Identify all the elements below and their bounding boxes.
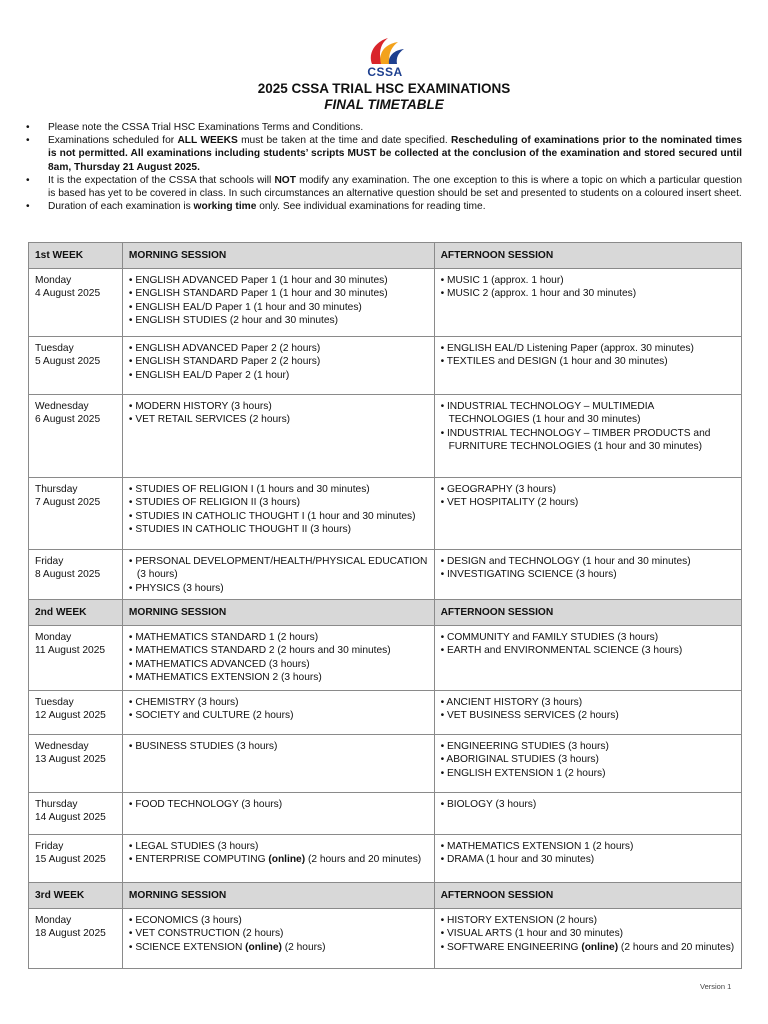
exam-text: ENGLISH EAL/D Listening Paper (approx. 30 minutes) bbox=[446, 343, 694, 354]
afternoon-exam bbox=[441, 914, 735, 927]
bullet-icon: • bbox=[128, 645, 136, 657]
bullet-icon: • bbox=[440, 484, 447, 495]
afternoon-cell bbox=[434, 793, 741, 835]
page-subtitle: FINAL TIMETABLE bbox=[324, 97, 444, 112]
exam-text: BIOLOGY (3 hours) bbox=[446, 799, 537, 810]
afternoon-exam bbox=[441, 287, 735, 300]
bullet-icon: • bbox=[128, 275, 136, 286]
exam-text: ENGLISH ADVANCED Paper 1 (1 hour and 30 minutes) bbox=[135, 275, 388, 286]
day-row bbox=[29, 835, 742, 883]
bullet-icon: • bbox=[440, 928, 447, 940]
exam-text: LEGAL STUDIES (3 hours) bbox=[135, 841, 259, 852]
morning-cell bbox=[122, 337, 434, 395]
bullet-icon: • bbox=[440, 710, 447, 722]
exam-text: VET BUSINESS SERVICES (2 hours) bbox=[446, 710, 619, 722]
page-title: 2025 CSSA TRIAL HSC EXAMINATIONS bbox=[257, 81, 511, 96]
day-cell bbox=[29, 395, 123, 478]
bullet-icon: • bbox=[440, 754, 447, 766]
note-text: modify any examination. The one exception to this is where a topic on which a particular question is based has yet to be covered in class. In such circumstances an alternative question should be set and presented to students on a coloured insert sheet. bbox=[48, 174, 742, 200]
bullet-icon: • bbox=[128, 941, 136, 953]
bullet-icon: • bbox=[440, 356, 447, 368]
afternoon-exam bbox=[441, 941, 735, 954]
exam-text: STUDIES IN CATHOLIC THOUGHT I (1 hour and 30 minutes) bbox=[135, 510, 416, 522]
bullet-icon: • bbox=[128, 301, 136, 313]
day-name: Friday bbox=[35, 556, 64, 567]
day-name: Tuesday bbox=[35, 697, 74, 708]
morning-exam bbox=[129, 709, 428, 722]
logo-text: CSSA bbox=[367, 65, 403, 79]
bullet-icon: • bbox=[128, 710, 136, 722]
note-text: Examinations scheduled for bbox=[48, 135, 178, 147]
day-name: Wednesday bbox=[35, 401, 89, 412]
bullet-icon: • bbox=[440, 799, 447, 810]
day-cell bbox=[29, 835, 123, 883]
exam-text: ANCIENT HISTORY (3 hours) bbox=[446, 697, 583, 708]
afternoon-cell bbox=[434, 337, 741, 395]
exam-text: (online) bbox=[268, 854, 306, 866]
morning-exam bbox=[129, 287, 428, 300]
exam-text: MATHEMATICS EXTENSION 2 (3 hours) bbox=[135, 671, 322, 683]
exam-text: MUSIC 1 (approx. 1 hour) bbox=[446, 275, 564, 286]
bullet-icon: • bbox=[128, 799, 136, 810]
day-date: 13 August 2025 bbox=[35, 754, 106, 766]
note-text: working time bbox=[193, 201, 257, 213]
exam-text: BUSINESS STUDIES (3 hours) bbox=[135, 741, 278, 752]
bullet-icon: • bbox=[26, 122, 30, 133]
exam-text: PERSONAL DEVELOPMENT/HEALTH/PHYSICAL EDUCATION (3 hours) bbox=[135, 556, 428, 581]
exam-text: INDUSTRIAL TECHNOLOGY – TIMBER PRODUCTS and FURNITURE TECHNOLOGIES (1 hour and 30 minutes) bbox=[446, 427, 711, 452]
day-date: 8 August 2025 bbox=[35, 569, 101, 581]
afternoon-session-header: AFTERNOON SESSION bbox=[434, 600, 741, 626]
day-name: Monday bbox=[35, 275, 72, 286]
bullet-icon: • bbox=[440, 497, 447, 509]
morning-cell bbox=[122, 909, 434, 969]
morning-exam bbox=[129, 644, 428, 657]
morning-session-header: MORNING SESSION bbox=[122, 243, 434, 269]
bullet-icon: • bbox=[440, 915, 447, 926]
cssa-flame-icon bbox=[362, 34, 408, 68]
afternoon-exam bbox=[441, 342, 735, 355]
exam-text: SOCIETY and CULTURE (2 hours) bbox=[135, 710, 294, 722]
bullet-icon: • bbox=[128, 369, 136, 381]
note-text: Please note the CSSA Trial HSC Examinations Terms and Conditions. bbox=[48, 122, 364, 133]
day-cell bbox=[29, 691, 123, 735]
day-row bbox=[29, 395, 742, 478]
morning-cell bbox=[122, 835, 434, 883]
exam-text: EARTH and ENVIRONMENTAL SCIENCE (3 hours) bbox=[446, 645, 683, 657]
exam-text: HISTORY EXTENSION (2 hours) bbox=[446, 915, 597, 926]
day-date: 14 August 2025 bbox=[35, 812, 106, 824]
morning-cell bbox=[122, 735, 434, 793]
exam-text: INDUSTRIAL TECHNOLOGY – MULTIMEDIA TECHNOLOGIES (1 hour and 30 minutes) bbox=[446, 401, 654, 426]
morning-exam bbox=[129, 400, 428, 413]
morning-cell bbox=[122, 395, 434, 478]
bullet-icon: • bbox=[128, 497, 136, 509]
bullet-icon: • bbox=[440, 741, 447, 752]
exam-text: ENGLISH STANDARD Paper 1 (1 hour and 30 minutes) bbox=[135, 288, 388, 300]
bullet-icon: • bbox=[128, 658, 136, 670]
note-text: ALL WEEKS bbox=[177, 135, 238, 147]
day-cell bbox=[29, 909, 123, 969]
exam-text: MATHEMATICS EXTENSION 1 (2 hours) bbox=[446, 841, 634, 852]
bullet-icon: • bbox=[440, 569, 447, 581]
exam-text: PHYSICS (3 hours) bbox=[135, 582, 224, 594]
note-item bbox=[26, 121, 742, 134]
morning-exam bbox=[129, 314, 428, 327]
morning-exam bbox=[129, 555, 428, 582]
exam-text: (2 hours) bbox=[281, 941, 326, 953]
afternoon-cell bbox=[434, 478, 741, 550]
exam-text: (online) bbox=[245, 941, 282, 953]
bullet-icon: • bbox=[128, 401, 136, 412]
exam-text: DRAMA (1 hour and 30 minutes) bbox=[446, 854, 595, 866]
afternoon-session-header: AFTERNOON SESSION bbox=[434, 883, 741, 909]
bullet-icon: • bbox=[440, 941, 447, 953]
afternoon-exam bbox=[441, 355, 735, 368]
bullet-icon: • bbox=[440, 632, 447, 643]
exam-text: DESIGN and TECHNOLOGY (1 hour and 30 minutes) bbox=[446, 556, 691, 567]
day-name: Monday bbox=[35, 915, 72, 926]
afternoon-cell bbox=[434, 691, 741, 735]
bullet-icon: • bbox=[128, 671, 136, 683]
exam-text: (2 hours and 20 minutes) bbox=[305, 854, 422, 866]
exam-text: ENGLISH STANDARD Paper 2 (2 hours) bbox=[135, 356, 321, 368]
afternoon-exam bbox=[441, 927, 735, 940]
day-name: Thursday bbox=[35, 484, 78, 495]
bullet-icon: • bbox=[128, 414, 136, 426]
morning-session-header: MORNING SESSION bbox=[122, 883, 434, 909]
day-name: Thursday bbox=[35, 799, 78, 810]
bullet-icon: • bbox=[128, 510, 136, 522]
morning-exam bbox=[129, 355, 428, 368]
exam-text: MODERN HISTORY (3 hours) bbox=[135, 401, 272, 412]
afternoon-cell bbox=[434, 735, 741, 793]
exam-text: ENGLISH ADVANCED Paper 2 (2 hours) bbox=[135, 343, 321, 354]
morning-session-header: MORNING SESSION bbox=[122, 600, 434, 626]
afternoon-exam bbox=[441, 555, 735, 568]
bullet-icon: • bbox=[128, 288, 136, 300]
bullet-icon: • bbox=[128, 556, 136, 567]
bullet-icon: • bbox=[128, 841, 136, 852]
afternoon-exam bbox=[441, 767, 735, 780]
bullet-icon: • bbox=[440, 556, 447, 567]
day-row bbox=[29, 691, 742, 735]
week-label: 1st WEEK bbox=[29, 243, 123, 269]
morning-exam bbox=[129, 914, 428, 927]
afternoon-exam bbox=[441, 798, 735, 811]
day-name: Tuesday bbox=[35, 343, 74, 354]
exam-text: ENGLISH EAL/D Paper 2 (1 hour) bbox=[135, 369, 290, 381]
bullet-icon: • bbox=[440, 697, 447, 708]
afternoon-exam bbox=[441, 644, 735, 657]
exam-text: VET CONSTRUCTION (2 hours) bbox=[135, 928, 284, 940]
day-date: 11 August 2025 bbox=[35, 645, 106, 657]
afternoon-exam bbox=[441, 753, 735, 766]
morning-exam bbox=[129, 342, 428, 355]
exam-text: ENGLISH STUDIES (2 hour and 30 minutes) bbox=[135, 314, 339, 326]
day-date: 5 August 2025 bbox=[35, 356, 101, 368]
note-text: only. See individual examinations for reading time. bbox=[256, 201, 486, 213]
exam-text: GEOGRAPHY (3 hours) bbox=[446, 484, 557, 495]
morning-cell bbox=[122, 626, 434, 691]
note-item bbox=[26, 134, 742, 174]
bullet-icon: • bbox=[440, 645, 447, 657]
morning-exam bbox=[129, 274, 428, 287]
exam-text: STUDIES OF RELIGION II (3 hours) bbox=[135, 497, 301, 509]
afternoon-cell bbox=[434, 269, 741, 337]
morning-exam bbox=[129, 483, 428, 496]
exam-text: MATHEMATICS ADVANCED (3 hours) bbox=[135, 658, 310, 670]
morning-exam bbox=[129, 840, 428, 853]
exam-text: ENTERPRISE COMPUTING bbox=[135, 854, 269, 866]
bullet-icon: • bbox=[26, 135, 30, 147]
morning-exam bbox=[129, 510, 428, 523]
bullet-icon: • bbox=[440, 854, 447, 866]
day-date: 18 August 2025 bbox=[35, 928, 106, 940]
morning-exam bbox=[129, 582, 428, 595]
bullet-icon: • bbox=[128, 582, 136, 594]
exam-text: COMMUNITY and FAMILY STUDIES (3 hours) bbox=[446, 632, 659, 643]
note-text: Duration of each examination is bbox=[48, 201, 194, 213]
morning-exam bbox=[129, 740, 428, 753]
day-row bbox=[29, 478, 742, 550]
exam-text: STUDIES IN CATHOLIC THOUGHT II (3 hours) bbox=[135, 523, 351, 535]
exam-text: ENGINEERING STUDIES (3 hours) bbox=[446, 741, 609, 752]
day-row bbox=[29, 269, 742, 337]
note-text: NOT bbox=[274, 174, 296, 186]
exam-text: (online) bbox=[581, 941, 619, 953]
exam-text: CHEMISTRY (3 hours) bbox=[135, 697, 239, 708]
bullet-icon: • bbox=[440, 767, 447, 779]
afternoon-exam bbox=[441, 274, 735, 287]
afternoon-cell bbox=[434, 835, 741, 883]
day-cell bbox=[29, 269, 123, 337]
morning-exam bbox=[129, 413, 428, 426]
bullet-icon: • bbox=[128, 697, 136, 708]
bullet-icon: • bbox=[128, 484, 136, 495]
note-item bbox=[26, 174, 742, 200]
note-text: must be taken at the time and date specified. bbox=[237, 135, 452, 147]
exam-text: MATHEMATICS STANDARD 1 (2 hours) bbox=[135, 632, 319, 643]
morning-cell bbox=[122, 269, 434, 337]
exam-text: STUDIES OF RELIGION I (1 hours and 30 minutes) bbox=[135, 484, 370, 495]
morning-cell bbox=[122, 550, 434, 600]
bullet-icon: • bbox=[128, 343, 136, 354]
morning-exam bbox=[129, 927, 428, 940]
day-date: 12 August 2025 bbox=[35, 710, 106, 722]
morning-exam bbox=[129, 798, 428, 811]
afternoon-exam bbox=[441, 631, 735, 644]
bullet-icon: • bbox=[440, 343, 447, 354]
morning-cell bbox=[122, 478, 434, 550]
note-text: Rescheduling of examinations prior to the nominated times is not permitted. All examinations including students’ scripts MUST be collected at the conclusion of the examination and stored secured until 8am, Thursday 21 August 2025. bbox=[48, 135, 742, 173]
bullet-icon: • bbox=[128, 356, 136, 368]
day-row bbox=[29, 337, 742, 395]
morning-exam bbox=[129, 658, 428, 671]
bullet-icon: • bbox=[26, 201, 30, 213]
week-header-row bbox=[29, 243, 742, 269]
afternoon-exam bbox=[441, 496, 735, 509]
bullet-icon: • bbox=[128, 741, 136, 752]
notes-list bbox=[26, 121, 742, 213]
exam-text: (2 hours and 20 minutes) bbox=[618, 941, 735, 953]
exam-text: ENGLISH EAL/D Paper 1 (1 hour and 30 minutes) bbox=[135, 301, 362, 313]
day-date: 15 August 2025 bbox=[35, 854, 106, 866]
exam-text: ENGLISH EXTENSION 1 (2 hours) bbox=[446, 767, 606, 779]
afternoon-exam bbox=[441, 483, 735, 496]
morning-exam bbox=[129, 853, 428, 866]
day-row bbox=[29, 909, 742, 969]
morning-cell bbox=[122, 691, 434, 735]
afternoon-session-header: AFTERNOON SESSION bbox=[434, 243, 741, 269]
week-header-row bbox=[29, 600, 742, 626]
bullet-icon: • bbox=[128, 854, 136, 866]
timetable bbox=[28, 242, 742, 969]
day-row bbox=[29, 735, 742, 793]
day-cell bbox=[29, 478, 123, 550]
afternoon-exam bbox=[441, 853, 735, 866]
note-text: It is the expectation of the CSSA that schools will bbox=[48, 174, 275, 186]
bullet-icon: • bbox=[128, 523, 136, 535]
week-label: 2nd WEEK bbox=[29, 600, 123, 626]
exam-text: VET HOSPITALITY (2 hours) bbox=[446, 497, 579, 509]
afternoon-cell bbox=[434, 909, 741, 969]
morning-exam bbox=[129, 523, 428, 536]
morning-exam bbox=[129, 671, 428, 684]
afternoon-exam bbox=[441, 427, 735, 454]
day-cell bbox=[29, 626, 123, 691]
afternoon-exam bbox=[441, 740, 735, 753]
cssa-logo bbox=[362, 34, 408, 80]
afternoon-cell bbox=[434, 550, 741, 600]
day-cell bbox=[29, 550, 123, 600]
afternoon-cell bbox=[434, 395, 741, 478]
afternoon-exam bbox=[441, 709, 735, 722]
bullet-icon: • bbox=[26, 174, 30, 186]
afternoon-cell bbox=[434, 626, 741, 691]
bullet-icon: • bbox=[440, 288, 447, 300]
exam-text: VISUAL ARTS (1 hour and 30 minutes) bbox=[446, 928, 624, 940]
bullet-icon: • bbox=[128, 915, 136, 926]
exam-text: FOOD TECHNOLOGY (3 hours) bbox=[135, 799, 283, 810]
day-name: Wednesday bbox=[35, 741, 89, 752]
day-date: 6 August 2025 bbox=[35, 414, 101, 426]
bullet-icon: • bbox=[128, 632, 136, 643]
day-row bbox=[29, 550, 742, 600]
bullet-icon: • bbox=[440, 275, 447, 286]
note-item bbox=[26, 200, 742, 213]
afternoon-exam bbox=[441, 840, 735, 853]
morning-exam bbox=[129, 496, 428, 509]
exam-text: ECONOMICS (3 hours) bbox=[135, 915, 242, 926]
exam-text: INVESTIGATING SCIENCE (3 hours) bbox=[446, 569, 617, 581]
morning-cell bbox=[122, 793, 434, 835]
week-header-row bbox=[29, 883, 742, 909]
day-cell bbox=[29, 793, 123, 835]
morning-exam bbox=[129, 631, 428, 644]
afternoon-exam bbox=[441, 696, 735, 709]
day-row bbox=[29, 793, 742, 835]
day-row bbox=[29, 626, 742, 691]
week-label: 3rd WEEK bbox=[29, 883, 123, 909]
bullet-icon: • bbox=[440, 427, 447, 439]
morning-exam bbox=[129, 301, 428, 314]
exam-text: MATHEMATICS STANDARD 2 (2 hours and 30 minutes) bbox=[135, 645, 391, 657]
day-name: Friday bbox=[35, 841, 64, 852]
afternoon-exam bbox=[441, 568, 735, 581]
morning-exam bbox=[129, 696, 428, 709]
exam-text: VET RETAIL SERVICES (2 hours) bbox=[135, 414, 291, 426]
day-date: 4 August 2025 bbox=[35, 288, 101, 300]
morning-exam bbox=[129, 369, 428, 382]
bullet-icon: • bbox=[440, 401, 447, 412]
morning-exam bbox=[129, 941, 428, 954]
day-cell bbox=[29, 337, 123, 395]
exam-text: SCIENCE EXTENSION bbox=[135, 941, 246, 953]
exam-text: SOFTWARE ENGINEERING bbox=[446, 941, 582, 953]
day-date: 7 August 2025 bbox=[35, 497, 101, 509]
bullet-icon: • bbox=[128, 314, 136, 326]
exam-text: ABORIGINAL STUDIES (3 hours) bbox=[446, 754, 599, 766]
day-cell bbox=[29, 735, 123, 793]
exam-text: TEXTILES and DESIGN (1 hour and 30 minutes) bbox=[446, 356, 668, 368]
afternoon-exam bbox=[441, 400, 735, 427]
exam-text: MUSIC 2 (approx. 1 hour and 30 minutes) bbox=[446, 288, 637, 300]
bullet-icon: • bbox=[128, 928, 136, 940]
bullet-icon: • bbox=[440, 841, 447, 852]
version-label: Version 1 bbox=[700, 982, 732, 991]
day-name: Monday bbox=[35, 632, 72, 643]
